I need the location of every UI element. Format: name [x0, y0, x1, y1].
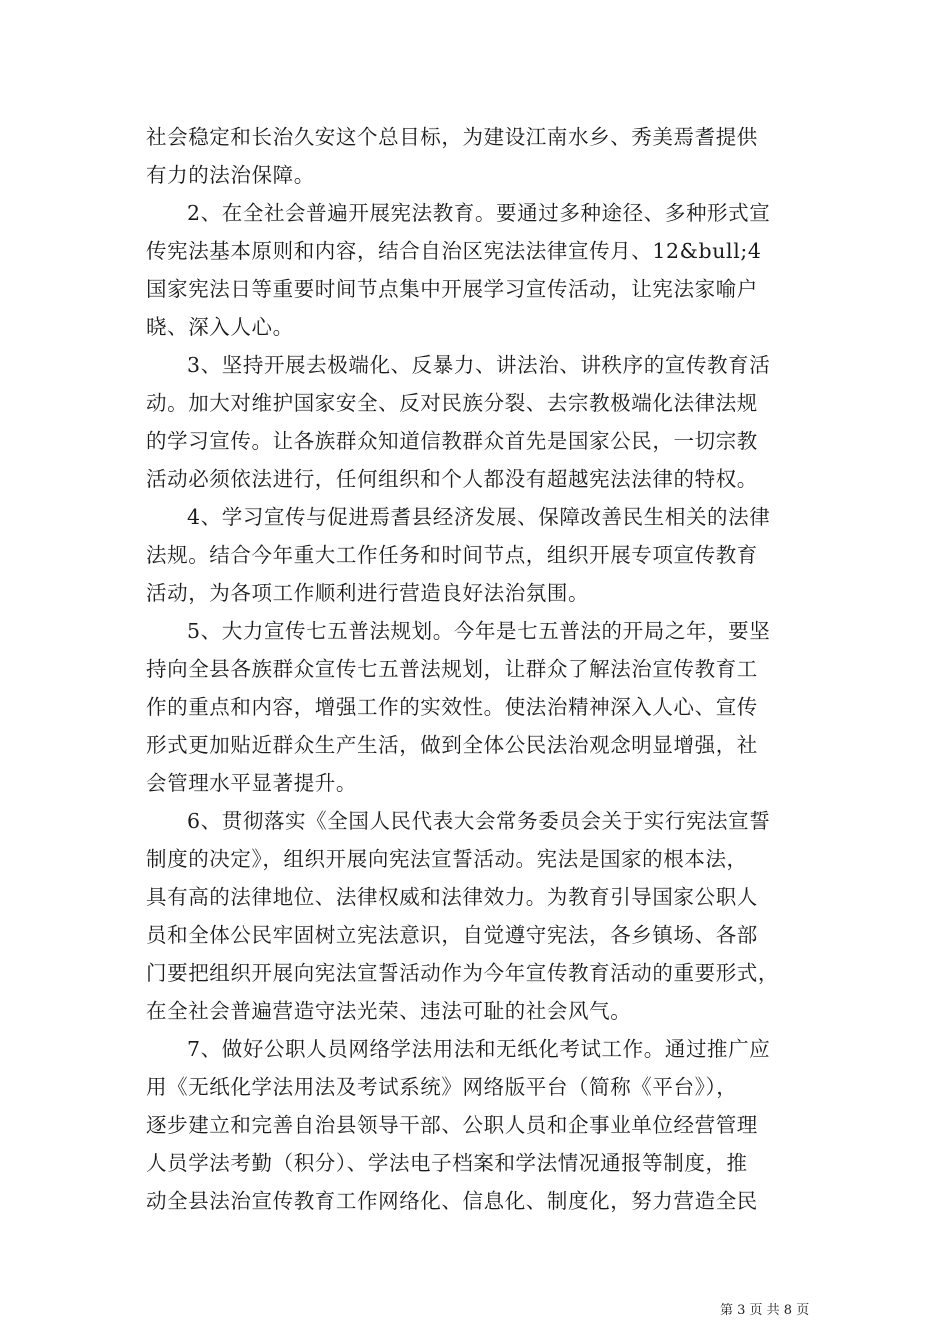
- text-line: 形式更加贴近群众生产生活，做到全体公民法治观念明显增强，社: [146, 733, 758, 757]
- text-line: 持向全县各族群众宣传七五普法规划，让群众了解法治宣传教育工: [146, 657, 758, 681]
- text-line: 晓、深入人心。: [146, 315, 294, 339]
- text-line: 门要把组织开展向宪法宣誓活动作为今年宣传教育活动的重要形式，: [146, 961, 779, 985]
- text-line: 员和全体公民牢固树立宪法意识，自觉遵守宪法，各乡镇场、各部: [146, 923, 758, 947]
- text-line: 社会稳定和长治久安这个总目标，为建设江南水乡、秀美焉耆提供: [146, 125, 758, 149]
- text-line: 6、贯彻落实《全国人民代表大会常务委员会关于实行宪法宣誓: [187, 809, 771, 833]
- document-body: [146, 118, 818, 1220]
- text-line: 逐步建立和完善自治县领导干部、公职人员和企事业单位经营管理: [146, 1113, 758, 1137]
- text-line: 制度的决定》，组织开展向宪法宣誓活动。宪法是国家的根本法，: [146, 847, 748, 871]
- text-line: 活动，为各项工作顺利进行营造良好法治氛围。: [146, 581, 590, 605]
- text-line: 具有高的法律地位、法律权威和法律效力。为教育引导国家公职人: [146, 885, 758, 909]
- text-line: 用《无纸化学法用法及考试系统》网络版平台（简称《平台》），: [146, 1075, 738, 1099]
- page-number: 第 3 页 共 8 页: [720, 1303, 810, 1318]
- text-line: 动。加大对维护国家安全、反对民族分裂、去宗教极端化法律法规: [146, 391, 758, 415]
- text-line: 2、在全社会普遍开展宪法教育。要通过多种途径、多种形式宣: [187, 201, 771, 225]
- text-line: 动全县法治宣传教育工作网络化、信息化、制度化，努力营造全民: [146, 1189, 758, 1213]
- text-line: 人员学法考勤（积分）、学法电子档案和学法情况通报等制度，推: [146, 1151, 748, 1175]
- text-line: 作的重点和内容，增强工作的实效性。使法治精神深入人心、宣传: [146, 695, 758, 719]
- text-line: 法规。结合今年重大工作任务和时间节点，组织开展专项宣传教育: [146, 543, 758, 567]
- text-line: 7、做好公职人员网络学法用法和无纸化考试工作。通过推广应: [187, 1037, 771, 1061]
- text-line: 国家宪法日等重要时间节点集中开展学习宣传活动，让宪法家喻户: [146, 277, 758, 301]
- text-line: 在全社会普遍营造守法光荣、违法可耻的社会风气。: [146, 999, 632, 1023]
- text-line: 3、坚持开展去极端化、反暴力、讲法治、讲秩序的宣传教育活: [187, 353, 771, 377]
- text-line: 5、大力宣传七五普法规划。今年是七五普法的开局之年，要坚: [187, 619, 771, 643]
- text-line: 有力的法治保障。: [146, 163, 315, 187]
- text-line: 活动必须依法进行，任何组织和个人都没有超越宪法法律的特权。: [146, 467, 758, 491]
- text-line: 的学习宣传。让各族群众知道信教群众首先是国家公民，一切宗教: [146, 429, 758, 453]
- text-line: 4、学习宣传与促进焉耆县经济发展、保障改善民生相关的法律: [187, 505, 771, 529]
- text-line: 会管理水平显著提升。: [146, 771, 357, 795]
- text-line: 传宪法基本原则和内容，结合自治区宪法法律宣传月、12&bull;4: [146, 239, 762, 263]
